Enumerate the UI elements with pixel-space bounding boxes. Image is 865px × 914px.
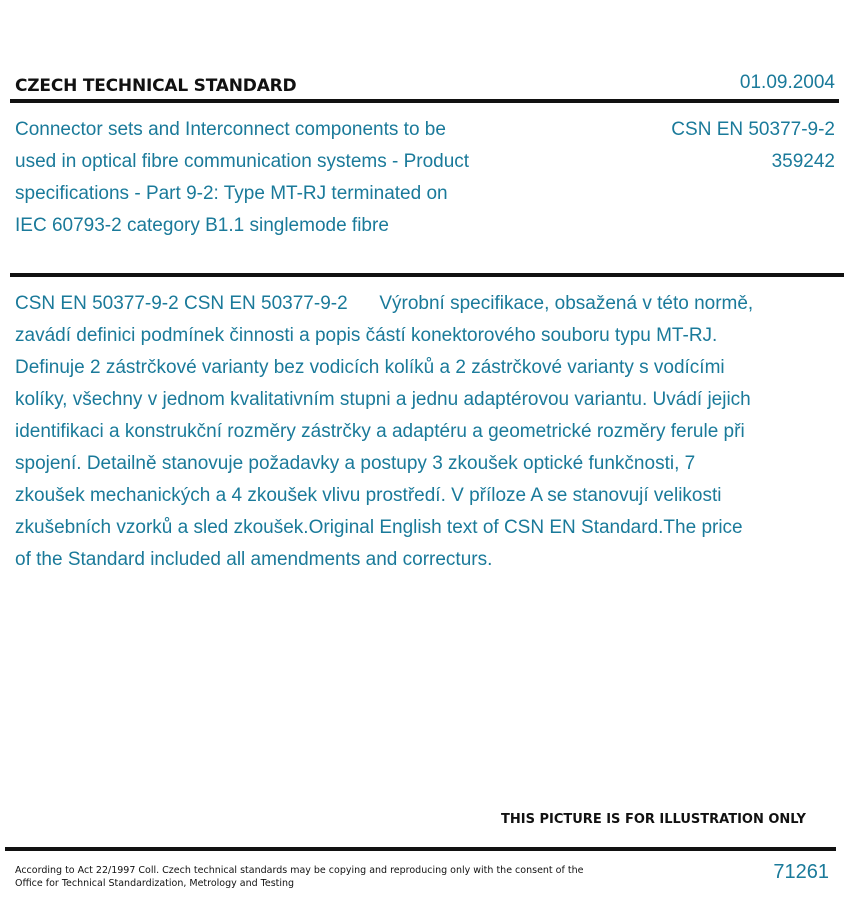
illustration-disclaimer: THIS PICTURE IS FOR ILLUSTRATION ONLY <box>501 812 806 827</box>
standard-title: Connector sets and Interconnect components to be used in optical fibre communication systems - Product specifications - Part 9-2: Type MT-RJ terminated on IEC 60793-2 category B1.1 singlemode fibre <box>15 119 470 236</box>
footer-divider <box>5 847 836 851</box>
header-divider <box>10 99 839 103</box>
title-divider <box>10 273 844 277</box>
publication-date: 01.09.2004 <box>739 72 835 93</box>
classification-number: 359242 <box>771 151 835 172</box>
document-type-heading: CZECH TECHNICAL STANDARD <box>15 76 297 96</box>
standard-identifiers <box>671 114 835 178</box>
standard-description: CSN EN 50377-9-2 CSN EN 50377-9-2 Výrobní specifikace, obsažená v této normě, zavádí definici podmínek činnosti a popis částí konektorového souboru typu MT-RJ. Definuje 2 zástrčkové varianty bez vodicích kolíků a 2 zástrčkové varianty s vodícími kolíky, všechny v jednom kvalitativním stupni a jednu adaptérovou variantu. Uvádí jejich identifikaci a konstrukční rozměry zástrčky a adaptéru a geometrické rozměry ferule při spojení. Detailně stanovuje požadavky a postupy 3 zkoušek optické funkčnosti, 7 zkoušek mechanických a 4 zkoušek vlivu prostředí. V příloze A se stanovují velikosti zkušebních vzorků a sled zkoušek.Original English text of CSN EN Standard.The price of the Standard included all amendments and correcturs. <box>15 293 759 570</box>
standard-code: CSN EN 50377-9-2 <box>671 119 835 140</box>
catalog-number: 71261 <box>773 861 829 883</box>
legal-notice: According to Act 22/1997 Coll. Czech technical standards may be copying and reproducing only with the consent of the Office for Technical Standardization, Metrology and Testing <box>15 865 584 889</box>
